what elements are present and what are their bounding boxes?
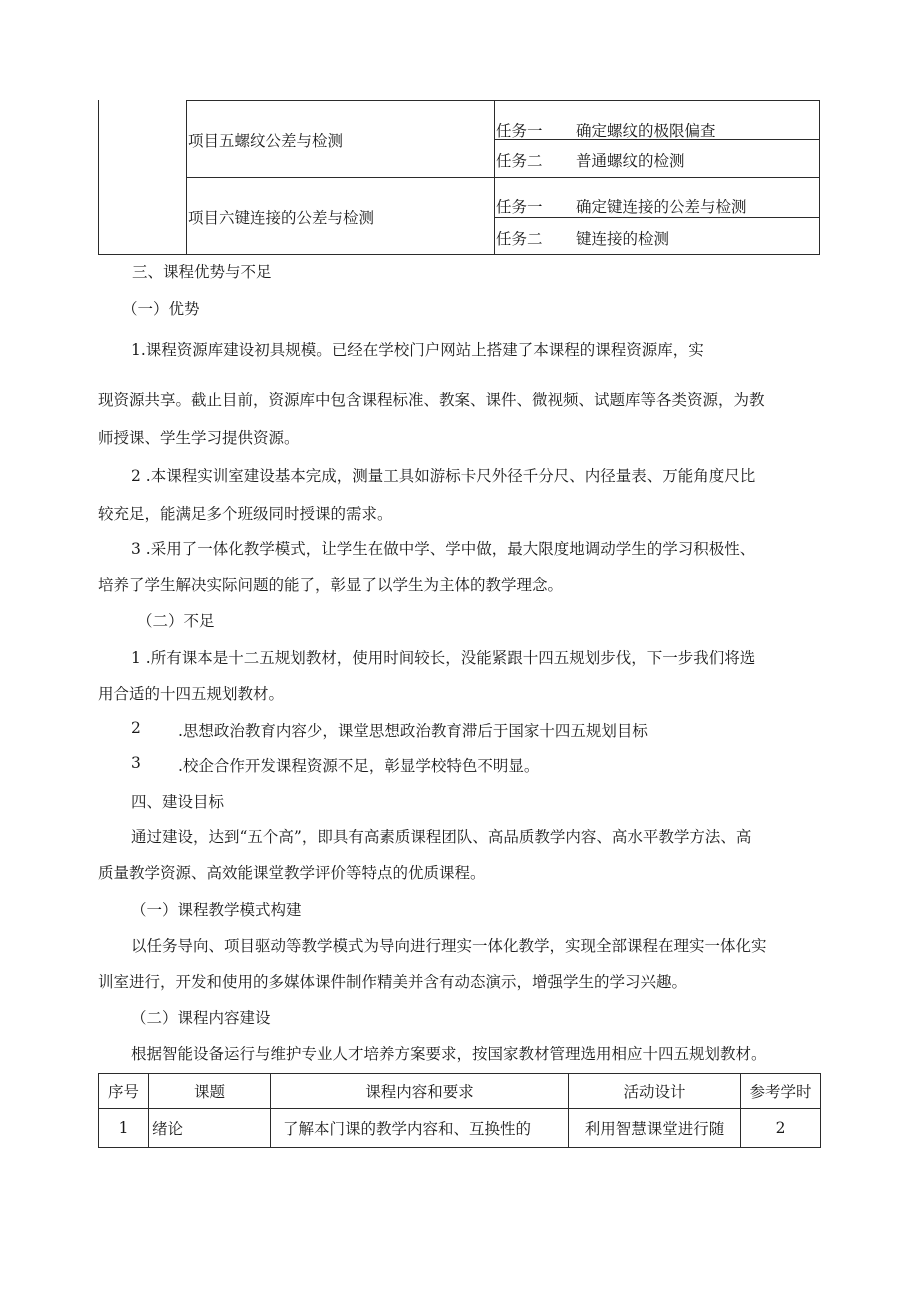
cell-content: 了解本门课的教学内容和、互换性的 bbox=[271, 1109, 569, 1148]
shortcoming-3-text: .校企合作开发课程资源不足，彰显学校特色不明显。 bbox=[178, 757, 540, 775]
advantage-3-line1: 3 .采用了一体化教学模式，让学生在做中学、学中做，最大限度地调动学生的学习积极性、 bbox=[131, 540, 756, 558]
header-topic: 课题 bbox=[149, 1074, 271, 1109]
project-five-name: 项目五螺纹公差与检测 bbox=[188, 132, 344, 150]
shortcoming-heading: （二）不足 bbox=[137, 612, 215, 630]
shortcoming-2-number: 2 bbox=[131, 719, 141, 737]
cell-index: 1 bbox=[99, 1109, 149, 1148]
advantage-1-line1: 1.课程资源库建设初具规模。已经在学校门户网站上搭建了本课程的课程资源库，实 bbox=[131, 341, 704, 359]
table-header-row bbox=[99, 1074, 821, 1109]
task-label: 任务二 bbox=[496, 230, 543, 248]
shortcoming-2-text: .思想政治教育内容少，课堂思想政治教育滞后于国家十四五规划目标 bbox=[178, 722, 648, 740]
advantage-heading: （一）优势 bbox=[122, 300, 200, 318]
section4-intro-line1: 通过建设，达到“五个高”，即具有高素质课程团队、高品质教学内容、高水平教学方法、高 bbox=[131, 828, 752, 846]
table-row bbox=[99, 1109, 821, 1148]
project-task-table bbox=[98, 100, 820, 255]
task-text: 确定键连接的公差与检测 bbox=[576, 198, 747, 216]
header-content: 课程内容和要求 bbox=[271, 1074, 569, 1109]
cell-topic: 绪论 bbox=[149, 1109, 271, 1148]
table-border-bottom bbox=[98, 254, 820, 255]
section4-heading: 四、建设目标 bbox=[131, 793, 225, 811]
advantage-1-line3: 师授课、学生学习提供资源。 bbox=[98, 429, 300, 447]
shortcoming-1-line2: 用合适的十四五规划教材。 bbox=[98, 685, 285, 703]
advantage-3-line2: 培养了学生解决实际问题的能了，彰显了以学生为主体的教学理念。 bbox=[98, 576, 564, 594]
section4-intro-line2: 质量教学资源、高效能课堂教学评价等特点的优质课程。 bbox=[98, 864, 486, 882]
content-construction-heading: （二）课程内容建设 bbox=[131, 1009, 271, 1027]
table-divider-task2 bbox=[494, 217, 820, 218]
table-divider-project bbox=[186, 177, 820, 178]
teaching-mode-line1: 以任务导向、项目驱动等教学模式为导向进行理实一体化教学，实现全部课程在理实一体化实 bbox=[131, 937, 767, 955]
cell-activity: 利用智慧课堂进行随 bbox=[569, 1109, 741, 1148]
table-border-left bbox=[98, 100, 99, 255]
course-content-table bbox=[98, 1073, 821, 1148]
task-text: 确定螺纹的极限偏查 bbox=[576, 122, 716, 140]
task-label: 任务一 bbox=[496, 122, 543, 140]
section3-heading: 三、课程优势与不足 bbox=[132, 263, 272, 281]
cell-hours: 2 bbox=[741, 1109, 821, 1148]
task-label: 任务一 bbox=[496, 198, 543, 216]
shortcoming-1-line1: 1 .所有课本是十二五规划教材，使用时间较长，没能紧跟十四五规划步伐，下一步我们将选 bbox=[131, 649, 756, 667]
advantage-2-line2: 较充足，能满足多个班级同时授课的需求。 bbox=[98, 505, 393, 523]
project-six-name: 项目六键连接的公差与检测 bbox=[188, 209, 375, 227]
teaching-mode-heading: （一）课程教学模式构建 bbox=[131, 901, 302, 919]
teaching-mode-line2: 训室进行，开发和使用的多媒体课件制作精美并含有动态演示，增强学生的学习兴趣。 bbox=[98, 973, 688, 991]
advantage-2-line1: 2 .本课程实训室建设基本完成，测量工具如游标卡尺外径千分尺、内径量表、万能角度尺比 bbox=[131, 467, 756, 485]
task-text: 普通螺纹的检测 bbox=[576, 152, 685, 170]
header-hours: 参考学时 bbox=[741, 1074, 821, 1109]
header-activity: 活动设计 bbox=[569, 1074, 741, 1109]
content-construction-line1: 根据智能设备运行与维护专业人才培养方案要求，按国家教材管理选用相应十四五规划教材。 bbox=[131, 1045, 767, 1063]
advantage-1-line2: 现资源共享。截止目前，资源库中包含课程标准、教案、课件、微视频、试题库等各类资源，为教 bbox=[98, 391, 765, 409]
shortcoming-3-number: 3 bbox=[131, 754, 141, 772]
task-text: 键连接的检测 bbox=[576, 230, 670, 248]
table-border-top bbox=[186, 100, 820, 101]
header-index: 序号 bbox=[99, 1074, 149, 1109]
task-label: 任务二 bbox=[496, 152, 543, 170]
